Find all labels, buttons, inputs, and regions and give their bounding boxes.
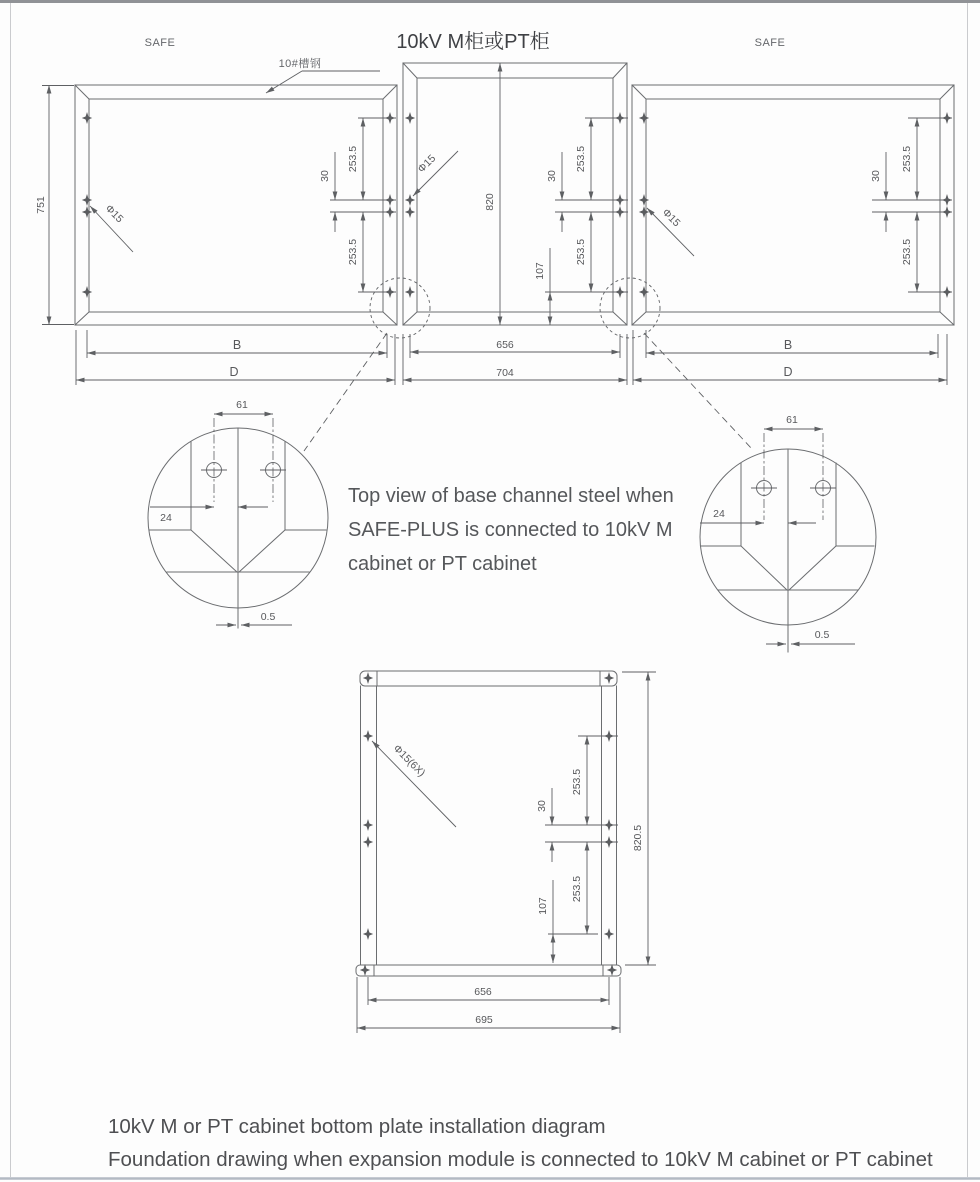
right-cabinet-frame	[632, 85, 954, 325]
dim-left-gap: 30	[319, 170, 331, 182]
dim-right-gap: 30	[870, 170, 882, 182]
detail-left-offset: 24	[160, 512, 172, 524]
channel-steel-label: 10#槽钢	[278, 58, 322, 70]
detail-leader-left	[304, 333, 387, 451]
detail-right-offset: 24	[713, 508, 725, 520]
detail-left-holes	[201, 418, 286, 502]
detail-left-hole-spacing: 61	[236, 399, 248, 411]
detail-right-hole-spacing: 61	[786, 414, 798, 426]
dim-right-hole: Φ15	[659, 206, 683, 230]
bottom-view-dims	[357, 672, 656, 1033]
middle-cabinet-dims	[403, 63, 628, 385]
detail-left-dims	[150, 399, 292, 625]
right-cabinet-hole-callout	[647, 207, 694, 256]
left-cabinet	[35, 85, 397, 385]
dim-bottom-width-inner: 656	[474, 986, 492, 998]
dim-right-pitch-lower: 253.5	[901, 238, 913, 266]
left-cabinet-frame	[75, 85, 397, 325]
detail-right-holes	[751, 433, 836, 520]
dim-middle-bottom-offset: 107	[534, 262, 546, 280]
detail-left-gap: 0.5	[260, 611, 276, 623]
left-cabinet-hole-callout	[90, 203, 133, 252]
header-labels	[145, 30, 786, 93]
dim-bottom-hole: Φ15(6X)	[390, 742, 428, 780]
middle-cabinet-holes	[405, 112, 625, 298]
detail-circle-callout-left	[370, 278, 430, 338]
detail-view-right	[700, 414, 876, 652]
dim-right-pitch-upper: 253.5	[901, 145, 913, 173]
dim-left-pitch-upper: 253.5	[347, 145, 359, 173]
dim-right-width-inner: B	[783, 338, 793, 352]
detail-right-gap: 0.5	[814, 629, 830, 641]
middle-cabinet-frame	[403, 63, 627, 325]
detail-circle-callout-right	[600, 278, 660, 338]
detail-note-line2: SAFE-PLUS is connected to 10kV M	[348, 519, 673, 541]
dim-middle-pitch-upper: 253.5	[575, 145, 587, 173]
safe-label-left: SAFE	[144, 37, 176, 49]
safe-label-right: SAFE	[754, 37, 786, 49]
captions	[108, 1115, 933, 1171]
middle-cabinet	[403, 63, 628, 385]
dim-left-width-inner: B	[232, 338, 242, 352]
dim-left-hole: Φ15	[102, 202, 126, 226]
dim-bottom-offset: 107	[537, 897, 549, 915]
detail-view-left	[148, 399, 328, 628]
right-cabinet-holes	[639, 112, 952, 298]
dim-bottom-pitch-upper: 253.5	[571, 768, 583, 796]
detail-leader-right	[644, 333, 752, 449]
right-cabinet	[632, 85, 954, 385]
left-cabinet-holes	[82, 112, 395, 298]
dim-bottom-pitch-lower: 253.5	[571, 875, 583, 903]
caption-line1: 10kV M or PT cabinet bottom plate installation diagram	[108, 1115, 606, 1138]
page-title: 10kV M柜或PT柜	[396, 31, 550, 53]
caption-line2: Foundation drawing when expansion module is connected to 10kV M cabinet or PT cabinet	[108, 1148, 933, 1171]
dim-middle-hole: Φ15	[415, 152, 439, 176]
dim-middle-gap: 30	[546, 170, 558, 182]
dim-middle-pitch-lower: 253.5	[575, 238, 587, 266]
dim-middle-height: 820	[484, 193, 496, 211]
bottom-view	[356, 671, 656, 1033]
detail-note-line1: Top view of base channel steel when	[348, 485, 674, 507]
dim-middle-width-inner: 656	[496, 339, 514, 351]
bottom-view-hole-callout	[372, 741, 456, 827]
dim-left-height: 751	[35, 196, 47, 214]
detail-right-dims	[700, 414, 855, 644]
dim-right-width-outer: D	[783, 365, 793, 379]
junction-detail-markers	[304, 278, 752, 451]
right-cabinet-dims	[633, 118, 952, 385]
dim-bottom-height: 820.5	[632, 824, 644, 852]
dim-bottom-gap: 30	[536, 800, 548, 812]
detail-note	[348, 485, 674, 575]
bottom-view-frame	[356, 671, 621, 976]
dim-bottom-width-outer: 695	[475, 1014, 493, 1026]
dim-left-width-outer: D	[229, 365, 239, 379]
bottom-view-holes	[360, 672, 617, 976]
channel-steel-leader	[266, 71, 380, 93]
dim-middle-width-outer: 704	[496, 367, 514, 379]
detail-note-line3: cabinet or PT cabinet	[348, 553, 537, 575]
middle-cabinet-hole-callout	[413, 151, 458, 196]
dim-left-pitch-lower: 253.5	[347, 238, 359, 266]
